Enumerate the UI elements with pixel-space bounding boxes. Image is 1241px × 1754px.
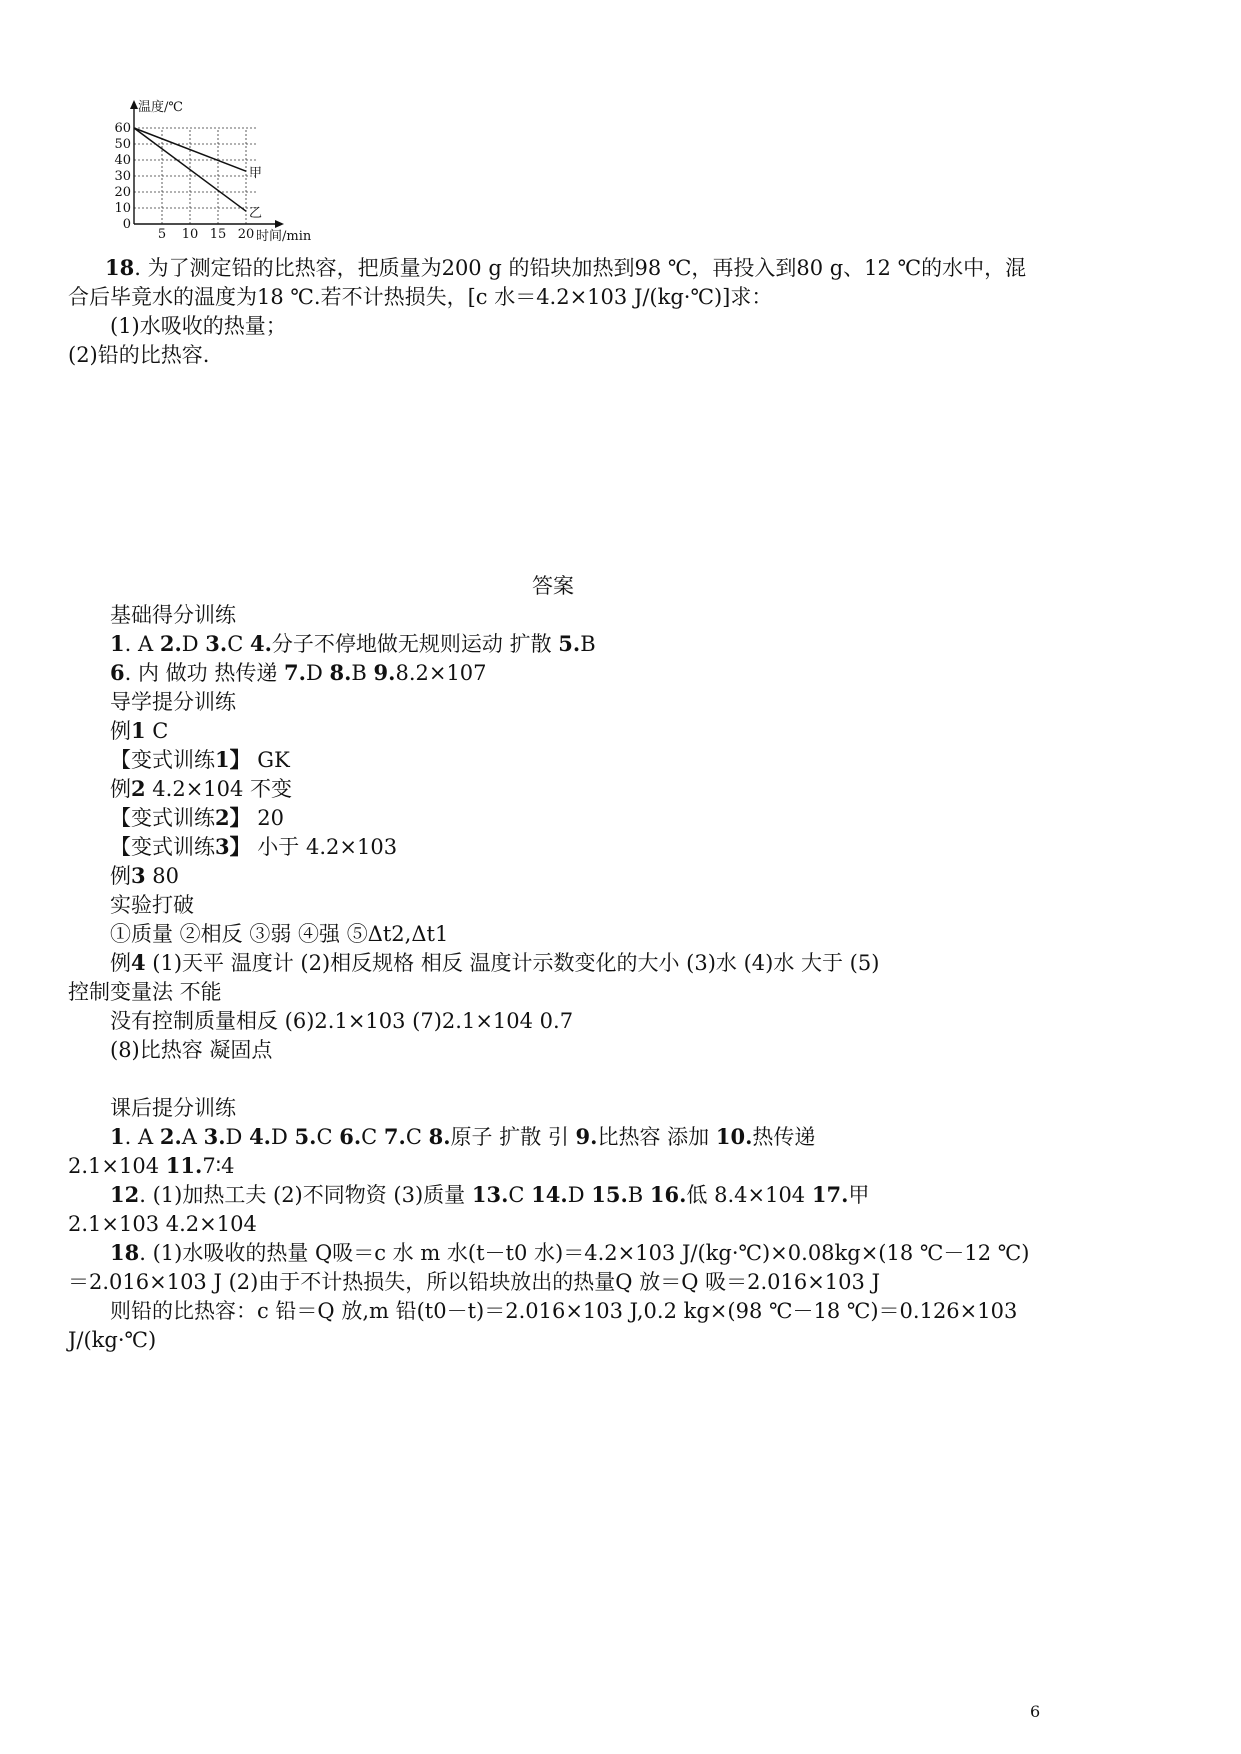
y-axis-label: 温度/℃ bbox=[138, 100, 183, 115]
after-answers-line-3 bbox=[110, 1181, 869, 1209]
example-2 bbox=[110, 775, 292, 803]
question-text: . 为了测定铅的比热容，把质量为200 g 的铅块加热到98 ℃，再投入到80 g、12 ℃的水中，混 bbox=[134, 256, 1027, 280]
experiment-answers: ①质量 ②相反 ③弱 ④强 ⑤Δt2,Δt1 bbox=[110, 922, 449, 946]
answer-text: C bbox=[508, 1183, 532, 1207]
example-answer: C bbox=[145, 719, 169, 743]
answer-num: 13. bbox=[471, 1182, 509, 1207]
answer-num: 1 bbox=[110, 1124, 125, 1149]
variant-3 bbox=[110, 833, 397, 861]
example-3 bbox=[110, 862, 179, 890]
answer-num: 10. bbox=[715, 1124, 753, 1149]
answer-text: 2.1×104 bbox=[68, 1154, 166, 1178]
example-num: 4 bbox=[131, 950, 146, 975]
series-label: 甲 bbox=[249, 166, 263, 182]
variant-2 bbox=[110, 804, 284, 832]
example-answer: (1)天平 温度计 (2)相反规格 相反 温度计示数变化的大小 (3)水 (4)水 大于 (5) bbox=[145, 951, 880, 975]
example-4-cont-3: (8)比热容 凝固点 bbox=[110, 1038, 273, 1062]
answer-text: . A bbox=[124, 632, 160, 656]
example-label: 例 bbox=[110, 777, 131, 801]
answer-num: 5. bbox=[294, 1124, 317, 1149]
x-tick-label: 20 bbox=[237, 227, 255, 242]
example-4 bbox=[110, 949, 879, 977]
variant-bracket: 】 bbox=[229, 805, 251, 830]
answer-text: . (1)加热工夫 (2)不同物资 (3)质量 bbox=[139, 1183, 472, 1207]
example-1 bbox=[110, 717, 168, 745]
y-tick-label: 10 bbox=[114, 201, 131, 216]
answer-num: 7. bbox=[284, 660, 306, 685]
basic-answers-line-1 bbox=[110, 630, 596, 658]
answer-num: 5. bbox=[558, 631, 581, 656]
y-tick-label: 40 bbox=[114, 153, 131, 168]
variant-label: 【变式训练 bbox=[110, 835, 215, 859]
answer-text: 低 8.4×104 bbox=[686, 1183, 812, 1207]
variant-bracket: 】 bbox=[229, 747, 251, 772]
answer-text: B bbox=[351, 661, 374, 685]
variant-answer: 20 bbox=[250, 806, 285, 830]
y-tick-labels bbox=[114, 121, 131, 232]
y-tick-label: 20 bbox=[114, 185, 131, 200]
variant-num: 1 bbox=[215, 747, 230, 772]
answer-num: 3. bbox=[205, 631, 228, 656]
basic-answers-line-2 bbox=[110, 659, 487, 687]
answer-text: C bbox=[361, 1125, 384, 1149]
question-18-part-2: (2)铅的比热容. bbox=[68, 343, 210, 367]
answer-text: C bbox=[227, 632, 250, 656]
answer-18-line-1 bbox=[110, 1239, 1029, 1267]
x-tick-labels bbox=[158, 227, 254, 242]
section-experiment-title: 实验打破 bbox=[110, 893, 194, 917]
answer-num: 14. bbox=[531, 1182, 568, 1207]
answer-text: . (1)水吸收的热量 Q吸＝c 水 m 水(t－t0 水)＝4.2×103 J/(kg·℃)×0.08kg×(18 ℃－12 ℃) bbox=[139, 1241, 1030, 1265]
question-number: 18 bbox=[105, 255, 135, 280]
answers-title: 答案 bbox=[532, 574, 574, 598]
variant-answer: GK bbox=[250, 748, 290, 772]
answer-text: . A bbox=[124, 1125, 160, 1149]
example-label: 例 bbox=[110, 864, 131, 888]
variant-label: 【变式训练 bbox=[110, 748, 215, 772]
answer-text: 原子 扩散 引 bbox=[450, 1125, 576, 1149]
example-4-cont-2: 没有控制质量相反 (6)2.1×103 (7)2.1×104 0.7 bbox=[110, 1009, 574, 1033]
x-axis-arrow bbox=[275, 220, 284, 228]
answer-num: 4. bbox=[249, 631, 272, 656]
answer-num: 2. bbox=[159, 631, 182, 656]
variant-1 bbox=[110, 746, 290, 774]
answer-text: A bbox=[181, 1125, 204, 1149]
graph-series bbox=[134, 128, 262, 221]
series-label: 乙 bbox=[249, 206, 263, 222]
temperature-time-graph bbox=[114, 100, 330, 245]
example-4-cont-1: 控制变量法 不能 bbox=[68, 980, 222, 1004]
example-num: 1 bbox=[131, 718, 146, 743]
answer-num: 12 bbox=[110, 1182, 140, 1207]
section-guided-title: 导学提分训练 bbox=[110, 690, 236, 714]
question-18-line-1 bbox=[105, 254, 1026, 282]
answer-text: 7∶4 bbox=[202, 1154, 235, 1178]
example-label: 例 bbox=[110, 951, 131, 975]
example-answer: 4.2×104 不变 bbox=[145, 777, 293, 801]
answer-num: 18 bbox=[110, 1240, 140, 1265]
x-axis-label: 时间/min bbox=[256, 229, 312, 244]
answer-num: 9. bbox=[373, 660, 396, 685]
answer-text: 热传递 bbox=[752, 1125, 816, 1149]
answer-num: 2. bbox=[159, 1124, 182, 1149]
answer-num: 6 bbox=[110, 660, 125, 685]
example-answer: 80 bbox=[145, 864, 180, 888]
y-tick-label: 0 bbox=[122, 217, 131, 232]
after-answers-line-2 bbox=[68, 1152, 235, 1180]
x-tick-label: 10 bbox=[181, 227, 199, 242]
y-tick-label: 50 bbox=[114, 137, 131, 152]
section-basic-title: 基础得分训练 bbox=[110, 603, 236, 627]
question-18-part-1: (1)水吸收的热量； bbox=[110, 314, 287, 338]
answer-text: 比热容 添加 bbox=[597, 1125, 716, 1149]
answer-num: 3. bbox=[203, 1124, 226, 1149]
answer-text: . 内 做功 热传递 bbox=[124, 661, 285, 685]
answer-text: D bbox=[181, 632, 206, 656]
answer-text: 8.2×107 bbox=[395, 661, 487, 685]
x-tick-label: 15 bbox=[209, 227, 227, 242]
answer-text: B bbox=[580, 632, 596, 656]
y-tick-label: 30 bbox=[114, 169, 131, 184]
section-after-class-title: 课后提分训练 bbox=[110, 1096, 236, 1120]
answer-text: B bbox=[627, 1183, 650, 1207]
answer-text: C bbox=[405, 1125, 429, 1149]
answer-num: 7. bbox=[383, 1124, 406, 1149]
answer-18-line-3: 则铅的比热容：c 铅＝Q 放,m 铅(t0－t)＝2.016×103 J,0.2 kg×(98 ℃－18 ℃)＝0.126×103 bbox=[110, 1299, 1018, 1323]
answer-num: 8. bbox=[329, 660, 352, 685]
page-number: 6 bbox=[1030, 1702, 1041, 1721]
answer-text: 甲 bbox=[848, 1183, 870, 1207]
answer-text: D bbox=[271, 1125, 295, 1149]
answer-18-line-2: ＝2.016×103 J (2)由于不计热损失，所以铅块放出的热量Q 放＝Q 吸＝2.016×103 J bbox=[68, 1270, 880, 1294]
answer-text: D bbox=[225, 1125, 250, 1149]
answer-num: 8. bbox=[428, 1124, 451, 1149]
example-num: 3 bbox=[131, 863, 146, 888]
x-tick-label: 5 bbox=[157, 227, 167, 242]
answer-text: D bbox=[567, 1183, 592, 1207]
answer-text: 分子不停地做无规则运动 扩散 bbox=[271, 632, 559, 656]
answer-num: 17. bbox=[811, 1182, 849, 1207]
variant-num: 3 bbox=[215, 834, 230, 859]
y-tick-label: 60 bbox=[114, 121, 131, 136]
answer-text: D bbox=[305, 661, 330, 685]
answer-num: 6. bbox=[339, 1124, 362, 1149]
answer-num: 1 bbox=[110, 631, 125, 656]
variant-label: 【变式训练 bbox=[110, 806, 215, 830]
y-axis-arrow bbox=[130, 100, 138, 109]
answer-num: 4. bbox=[249, 1124, 271, 1149]
example-label: 例 bbox=[110, 719, 131, 743]
variant-bracket: 】 bbox=[229, 834, 251, 859]
answer-num: 11. bbox=[165, 1153, 203, 1178]
answer-num: 16. bbox=[649, 1182, 687, 1207]
question-18-line-2: 合后毕竟水的温度为18 ℃.若不计热损失，[c 水＝4.2×103 J/(kg·℃)]求： bbox=[68, 285, 773, 309]
example-num: 2 bbox=[131, 776, 146, 801]
answer-num: 15. bbox=[591, 1182, 628, 1207]
after-answers-line-4: 2.1×103 4.2×104 bbox=[68, 1212, 257, 1236]
after-answers-line-1 bbox=[110, 1123, 815, 1151]
answer-18-line-4: J/(kg·℃) bbox=[68, 1328, 157, 1352]
answer-text: C bbox=[316, 1125, 340, 1149]
answer-num: 9. bbox=[575, 1124, 598, 1149]
variant-answer: 小于 4.2×103 bbox=[250, 835, 398, 859]
variant-num: 2 bbox=[215, 805, 230, 830]
